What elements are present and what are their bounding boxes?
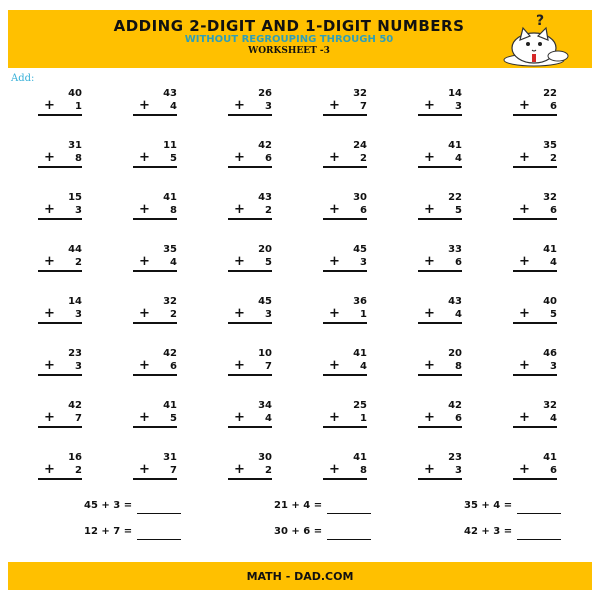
addition-problem — [38, 140, 82, 180]
addition-problem — [228, 192, 272, 232]
addend-two-digit: 23 — [448, 452, 462, 463]
sum-line — [513, 218, 557, 220]
horizontal-problem — [84, 500, 181, 514]
plus-sign: + — [519, 358, 530, 373]
addend-two-digit: 42 — [68, 400, 82, 411]
addend-two-digit: 32 — [543, 192, 557, 203]
addition-problem — [133, 244, 177, 284]
plus-sign: + — [234, 254, 245, 269]
addend-one-digit: 3 — [75, 309, 82, 320]
sum-line — [38, 166, 82, 168]
plus-sign: + — [234, 306, 245, 321]
addend-one-digit: 3 — [75, 361, 82, 372]
addend-one-digit: 3 — [455, 101, 462, 112]
addend-two-digit: 30 — [258, 452, 272, 463]
plus-sign: + — [519, 410, 530, 425]
equation-text: 12 + 7 = — [84, 526, 133, 537]
addition-problem — [418, 140, 462, 180]
sum-line — [513, 114, 557, 116]
cat-question-mark-icon — [492, 12, 576, 68]
sum-line — [418, 478, 462, 480]
sum-line — [418, 218, 462, 220]
addend-two-digit: 32 — [163, 296, 177, 307]
addend-one-digit: 3 — [550, 361, 557, 372]
addend-one-digit: 6 — [550, 465, 557, 476]
addend-one-digit: 6 — [170, 361, 177, 372]
sum-line — [228, 322, 272, 324]
addition-problem — [38, 192, 82, 232]
addend-two-digit: 42 — [258, 140, 272, 151]
plus-sign: + — [519, 462, 530, 477]
addition-problem — [133, 140, 177, 180]
addition-problem — [513, 192, 557, 232]
sum-line — [323, 426, 367, 428]
addition-problem — [513, 452, 557, 492]
answer-blank[interactable] — [137, 501, 181, 514]
plus-sign: + — [519, 98, 530, 113]
addend-two-digit: 41 — [543, 244, 557, 255]
sum-line — [323, 218, 367, 220]
sum-line — [38, 426, 82, 428]
addition-problem — [228, 400, 272, 440]
addition-problem — [38, 400, 82, 440]
addend-two-digit: 41 — [353, 348, 367, 359]
addend-two-digit: 14 — [448, 88, 462, 99]
sum-line — [418, 114, 462, 116]
plus-sign: + — [234, 150, 245, 165]
plus-sign: + — [139, 358, 150, 373]
plus-sign: + — [234, 98, 245, 113]
plus-sign: + — [329, 358, 340, 373]
addend-two-digit: 14 — [68, 296, 82, 307]
addend-two-digit: 31 — [163, 452, 177, 463]
plus-sign: + — [519, 254, 530, 269]
addend-two-digit: 20 — [448, 348, 462, 359]
addend-two-digit: 45 — [353, 244, 367, 255]
addend-one-digit: 8 — [360, 465, 367, 476]
plus-sign: + — [44, 254, 55, 269]
addend-two-digit: 40 — [543, 296, 557, 307]
addend-two-digit: 15 — [68, 192, 82, 203]
equation-text: 35 + 4 = — [464, 500, 513, 511]
sum-line — [513, 478, 557, 480]
addend-one-digit: 4 — [360, 361, 367, 372]
plus-sign: + — [424, 98, 435, 113]
addend-two-digit: 16 — [68, 452, 82, 463]
sum-line — [418, 270, 462, 272]
sum-line — [228, 426, 272, 428]
plus-sign: + — [44, 410, 55, 425]
addend-one-digit: 4 — [170, 101, 177, 112]
addend-one-digit: 8 — [170, 205, 177, 216]
addend-two-digit: 22 — [448, 192, 462, 203]
addend-one-digit: 8 — [75, 153, 82, 164]
sum-line — [133, 166, 177, 168]
horizontal-problem — [274, 500, 371, 514]
addition-problem — [133, 88, 177, 128]
addend-one-digit: 2 — [75, 257, 82, 268]
worksheet-title: ADDING 2-DIGIT AND 1-DIGIT NUMBERS — [113, 17, 465, 35]
addend-one-digit: 6 — [550, 205, 557, 216]
addition-problem — [323, 400, 367, 440]
sum-line — [228, 166, 272, 168]
plus-sign: + — [329, 98, 340, 113]
addend-one-digit: 5 — [265, 257, 272, 268]
equation-text: 30 + 6 = — [274, 526, 323, 537]
addend-two-digit: 22 — [543, 88, 557, 99]
addend-one-digit: 6 — [360, 205, 367, 216]
sum-line — [323, 322, 367, 324]
addition-problem — [418, 348, 462, 388]
addend-one-digit: 4 — [170, 257, 177, 268]
sum-line — [228, 478, 272, 480]
addend-one-digit: 5 — [455, 205, 462, 216]
sum-line — [38, 114, 82, 116]
addend-two-digit: 20 — [258, 244, 272, 255]
addend-one-digit: 4 — [550, 257, 557, 268]
addend-two-digit: 41 — [163, 400, 177, 411]
addition-problem — [228, 296, 272, 336]
plus-sign: + — [329, 202, 340, 217]
sum-line — [133, 322, 177, 324]
addition-problem — [133, 348, 177, 388]
addend-two-digit: 46 — [543, 348, 557, 359]
addend-one-digit: 2 — [265, 205, 272, 216]
addition-problem — [133, 192, 177, 232]
sum-line — [38, 270, 82, 272]
addend-one-digit: 6 — [455, 257, 462, 268]
sum-line — [513, 322, 557, 324]
addend-one-digit: 2 — [550, 153, 557, 164]
addition-problem — [418, 400, 462, 440]
addend-two-digit: 24 — [353, 140, 367, 151]
addend-one-digit: 2 — [360, 153, 367, 164]
addend-one-digit: 4 — [550, 413, 557, 424]
addend-one-digit: 3 — [455, 465, 462, 476]
addend-one-digit: 8 — [455, 361, 462, 372]
plus-sign: + — [44, 98, 55, 113]
sum-line — [38, 322, 82, 324]
plus-sign: + — [234, 410, 245, 425]
addition-problem — [228, 140, 272, 180]
addition-problem — [38, 452, 82, 492]
plus-sign: + — [139, 254, 150, 269]
addend-two-digit: 10 — [258, 348, 272, 359]
addend-one-digit: 4 — [265, 413, 272, 424]
worksheet-subtitle: WITHOUT REGROUPING THROUGH 50 — [184, 34, 394, 45]
footer-text: MATH - DAD.COM — [246, 570, 354, 583]
addend-two-digit: 43 — [258, 192, 272, 203]
addend-two-digit: 36 — [353, 296, 367, 307]
addition-problem — [323, 244, 367, 284]
equation-text: 42 + 3 = — [464, 526, 513, 537]
addition-problem — [418, 296, 462, 336]
answer-blank[interactable] — [517, 501, 561, 514]
sum-line — [513, 270, 557, 272]
addend-two-digit: 33 — [448, 244, 462, 255]
sum-line — [323, 478, 367, 480]
addend-one-digit: 6 — [455, 413, 462, 424]
sum-line — [513, 426, 557, 428]
addend-one-digit: 3 — [265, 101, 272, 112]
addition-problem — [323, 348, 367, 388]
addition-problem — [323, 452, 367, 492]
sum-line — [133, 218, 177, 220]
plus-sign: + — [329, 254, 340, 269]
addition-problem — [418, 452, 462, 492]
plus-sign: + — [44, 306, 55, 321]
sum-line — [38, 374, 82, 376]
addend-one-digit: 7 — [360, 101, 367, 112]
addend-one-digit: 7 — [170, 465, 177, 476]
addition-problem — [513, 140, 557, 180]
addition-problem — [418, 88, 462, 128]
plus-sign: + — [329, 462, 340, 477]
addend-one-digit: 5 — [170, 413, 177, 424]
addend-one-digit: 1 — [360, 413, 367, 424]
sum-line — [228, 218, 272, 220]
sum-line — [133, 270, 177, 272]
addend-two-digit: 41 — [448, 140, 462, 151]
plus-sign: + — [424, 410, 435, 425]
sum-line — [323, 270, 367, 272]
addend-two-digit: 40 — [68, 88, 82, 99]
addend-two-digit: 30 — [353, 192, 367, 203]
sum-line — [228, 114, 272, 116]
sum-line — [323, 166, 367, 168]
sum-line — [133, 426, 177, 428]
sum-line — [133, 374, 177, 376]
addition-problem — [228, 244, 272, 284]
worksheet-number: WORKSHEET -3 — [248, 46, 330, 56]
horizontal-problem — [464, 526, 561, 540]
answer-blank[interactable] — [517, 527, 561, 540]
addition-problem — [513, 88, 557, 128]
answer-blank[interactable] — [137, 527, 181, 540]
addition-problem — [323, 192, 367, 232]
addition-problem — [513, 296, 557, 336]
addend-one-digit: 6 — [265, 153, 272, 164]
addend-two-digit: 41 — [163, 192, 177, 203]
addend-one-digit: 4 — [455, 153, 462, 164]
addend-two-digit: 43 — [163, 88, 177, 99]
addend-two-digit: 32 — [543, 400, 557, 411]
addend-two-digit: 35 — [543, 140, 557, 151]
addend-one-digit: 2 — [170, 309, 177, 320]
horizontal-problem — [84, 526, 181, 540]
addend-one-digit: 3 — [75, 205, 82, 216]
plus-sign: + — [424, 306, 435, 321]
addend-two-digit: 45 — [258, 296, 272, 307]
addition-problem — [228, 348, 272, 388]
sum-line — [513, 374, 557, 376]
sum-line — [418, 374, 462, 376]
addend-two-digit: 11 — [163, 140, 177, 151]
answer-blank[interactable] — [327, 527, 371, 540]
addition-problem — [513, 348, 557, 388]
addition-problem — [133, 400, 177, 440]
addend-one-digit: 1 — [75, 101, 82, 112]
addend-two-digit: 41 — [353, 452, 367, 463]
addend-two-digit: 32 — [353, 88, 367, 99]
sum-line — [228, 270, 272, 272]
plus-sign: + — [139, 202, 150, 217]
addition-problem — [133, 452, 177, 492]
addition-problem — [513, 244, 557, 284]
sum-line — [38, 478, 82, 480]
addend-two-digit: 43 — [448, 296, 462, 307]
sum-line — [418, 166, 462, 168]
addend-two-digit: 35 — [163, 244, 177, 255]
svg-text:?: ? — [536, 13, 545, 29]
plus-sign: + — [519, 306, 530, 321]
sum-line — [228, 374, 272, 376]
addend-two-digit: 26 — [258, 88, 272, 99]
addition-problem — [418, 244, 462, 284]
equation-text: 21 + 4 = — [274, 500, 323, 511]
addition-problem — [323, 140, 367, 180]
addend-two-digit: 25 — [353, 400, 367, 411]
sum-line — [133, 478, 177, 480]
addend-one-digit: 6 — [550, 101, 557, 112]
plus-sign: + — [424, 358, 435, 373]
plus-sign: + — [329, 410, 340, 425]
addition-problem — [228, 452, 272, 492]
addend-two-digit: 41 — [543, 452, 557, 463]
addend-one-digit: 2 — [75, 465, 82, 476]
sum-line — [38, 218, 82, 220]
addend-two-digit: 23 — [68, 348, 82, 359]
sum-line — [513, 166, 557, 168]
plus-sign: + — [329, 306, 340, 321]
plus-sign: + — [44, 462, 55, 477]
addition-problem — [513, 400, 557, 440]
plus-sign: + — [139, 410, 150, 425]
answer-blank[interactable] — [327, 501, 371, 514]
addend-two-digit: 42 — [163, 348, 177, 359]
addend-one-digit: 5 — [170, 153, 177, 164]
plus-sign: + — [424, 150, 435, 165]
plus-sign: + — [424, 462, 435, 477]
plus-sign: + — [44, 150, 55, 165]
addend-one-digit: 7 — [265, 361, 272, 372]
plus-sign: + — [139, 306, 150, 321]
addition-problem — [418, 192, 462, 232]
addend-one-digit: 7 — [75, 413, 82, 424]
plus-sign: + — [519, 202, 530, 217]
plus-sign: + — [44, 358, 55, 373]
addition-problem — [38, 88, 82, 128]
sum-line — [418, 322, 462, 324]
plus-sign: + — [234, 202, 245, 217]
plus-sign: + — [139, 462, 150, 477]
addend-two-digit: 31 — [68, 140, 82, 151]
instruction-label: Add: — [11, 73, 35, 84]
addition-problem — [38, 244, 82, 284]
addition-problem — [228, 88, 272, 128]
plus-sign: + — [424, 202, 435, 217]
sum-line — [323, 114, 367, 116]
addend-one-digit: 2 — [265, 465, 272, 476]
addend-one-digit: 1 — [360, 309, 367, 320]
equation-text: 45 + 3 = — [84, 500, 133, 511]
addition-problem — [323, 296, 367, 336]
addition-problem — [323, 88, 367, 128]
sum-line — [418, 426, 462, 428]
horizontal-problem — [274, 526, 371, 540]
addend-one-digit: 5 — [550, 309, 557, 320]
addition-problem — [133, 296, 177, 336]
plus-sign: + — [424, 254, 435, 269]
addend-one-digit: 3 — [360, 257, 367, 268]
sum-line — [133, 114, 177, 116]
plus-sign: + — [234, 462, 245, 477]
addition-problem — [38, 348, 82, 388]
plus-sign: + — [139, 150, 150, 165]
sum-line — [323, 374, 367, 376]
horizontal-problem — [464, 500, 561, 514]
addend-two-digit: 42 — [448, 400, 462, 411]
plus-sign: + — [44, 202, 55, 217]
plus-sign: + — [234, 358, 245, 373]
addend-two-digit: 44 — [68, 244, 82, 255]
plus-sign: + — [329, 150, 340, 165]
addend-one-digit: 4 — [455, 309, 462, 320]
addition-problem — [38, 296, 82, 336]
addend-one-digit: 3 — [265, 309, 272, 320]
plus-sign: + — [519, 150, 530, 165]
plus-sign: + — [139, 98, 150, 113]
addend-two-digit: 34 — [258, 400, 272, 411]
